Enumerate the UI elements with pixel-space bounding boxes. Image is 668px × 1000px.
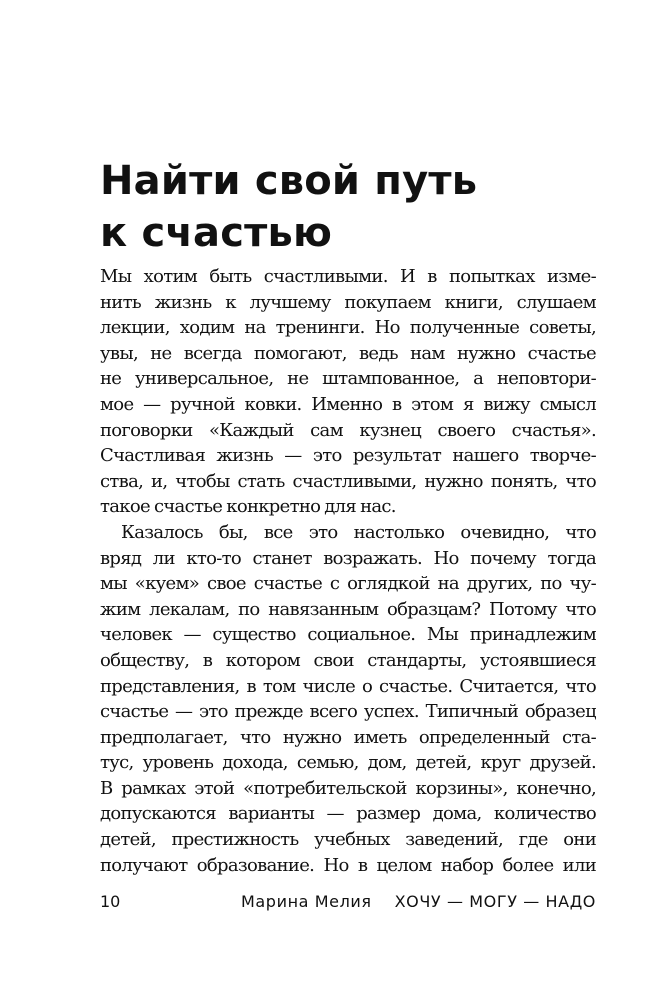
text-line: предполагает, что нужно иметь определенный ста- (100, 726, 596, 748)
text-line: такое счастье конкретно для нас. (100, 496, 396, 518)
text-line: В рамках этой «потребительской корзины», конечно, (100, 777, 596, 799)
running-book-title: ХОЧУ — МОГУ — НАДО (394, 892, 596, 911)
running-author: Марина Мелия (241, 892, 372, 911)
text-line: Мы хотим быть счастливыми. И в попытках изме- (100, 266, 596, 287)
text-line: мое — ручной ковки. Именно в этом я вижу смысл (100, 393, 596, 415)
paragraph (100, 520, 596, 878)
body-text (100, 264, 596, 878)
text-line: мы «куем» свое счастье с оглядкой на других, по чу- (100, 573, 596, 595)
running-footer (100, 888, 596, 916)
text-line: получают образование. Но в целом набор более или (100, 854, 596, 876)
text-line: детей, престижность учебных заведений, где они (100, 829, 596, 851)
chapter-title-line: к счастью (100, 210, 333, 256)
text-line: ства, и, чтобы стать счастливыми, нужно понять, что (100, 470, 596, 492)
text-line: вряд ли кто-то станет возражать. Но почему тогда (100, 547, 596, 569)
text-line: человек — существо социальное. Мы принадлежим (100, 624, 596, 646)
text-line: Счастливая жизнь — это результат нашего творче- (100, 445, 596, 467)
text-line: поговорки «Каждый сам кузнец своего счастья». (100, 419, 596, 441)
text-line: обществу, в котором свои стандарты, устоявшиеся (100, 649, 596, 671)
text-line: представления, в том числе о счастье. Считается, что (100, 675, 596, 697)
text-line: нить жизнь к лучшему покупаем книги, слушаем (100, 291, 596, 313)
chapter-title (100, 155, 600, 259)
text-line: увы, не всегда помогают, ведь нам нужно счастье (100, 342, 596, 364)
text-line: допускаются варианты — размер дома, количество (100, 803, 596, 825)
text-line: не универсальное, не штампованное, а неповтори- (100, 368, 596, 390)
text-line: Казалось бы, все это настолько очевидно, что (121, 521, 596, 543)
chapter-title-line: Найти свой путь (100, 158, 478, 204)
page-number: 10 (100, 892, 121, 911)
text-line: жим лекалам, по навязанным образцам? Потому что (100, 598, 596, 620)
text-line: счастье — это прежде всего успех. Типичный образец (100, 701, 596, 723)
text-line: лекции, ходим на тренинги. Но полученные советы, (100, 317, 596, 339)
paragraph (100, 264, 596, 520)
text-line: тус, уровень дохода, семью, дом, детей, круг друзей. (100, 752, 596, 774)
